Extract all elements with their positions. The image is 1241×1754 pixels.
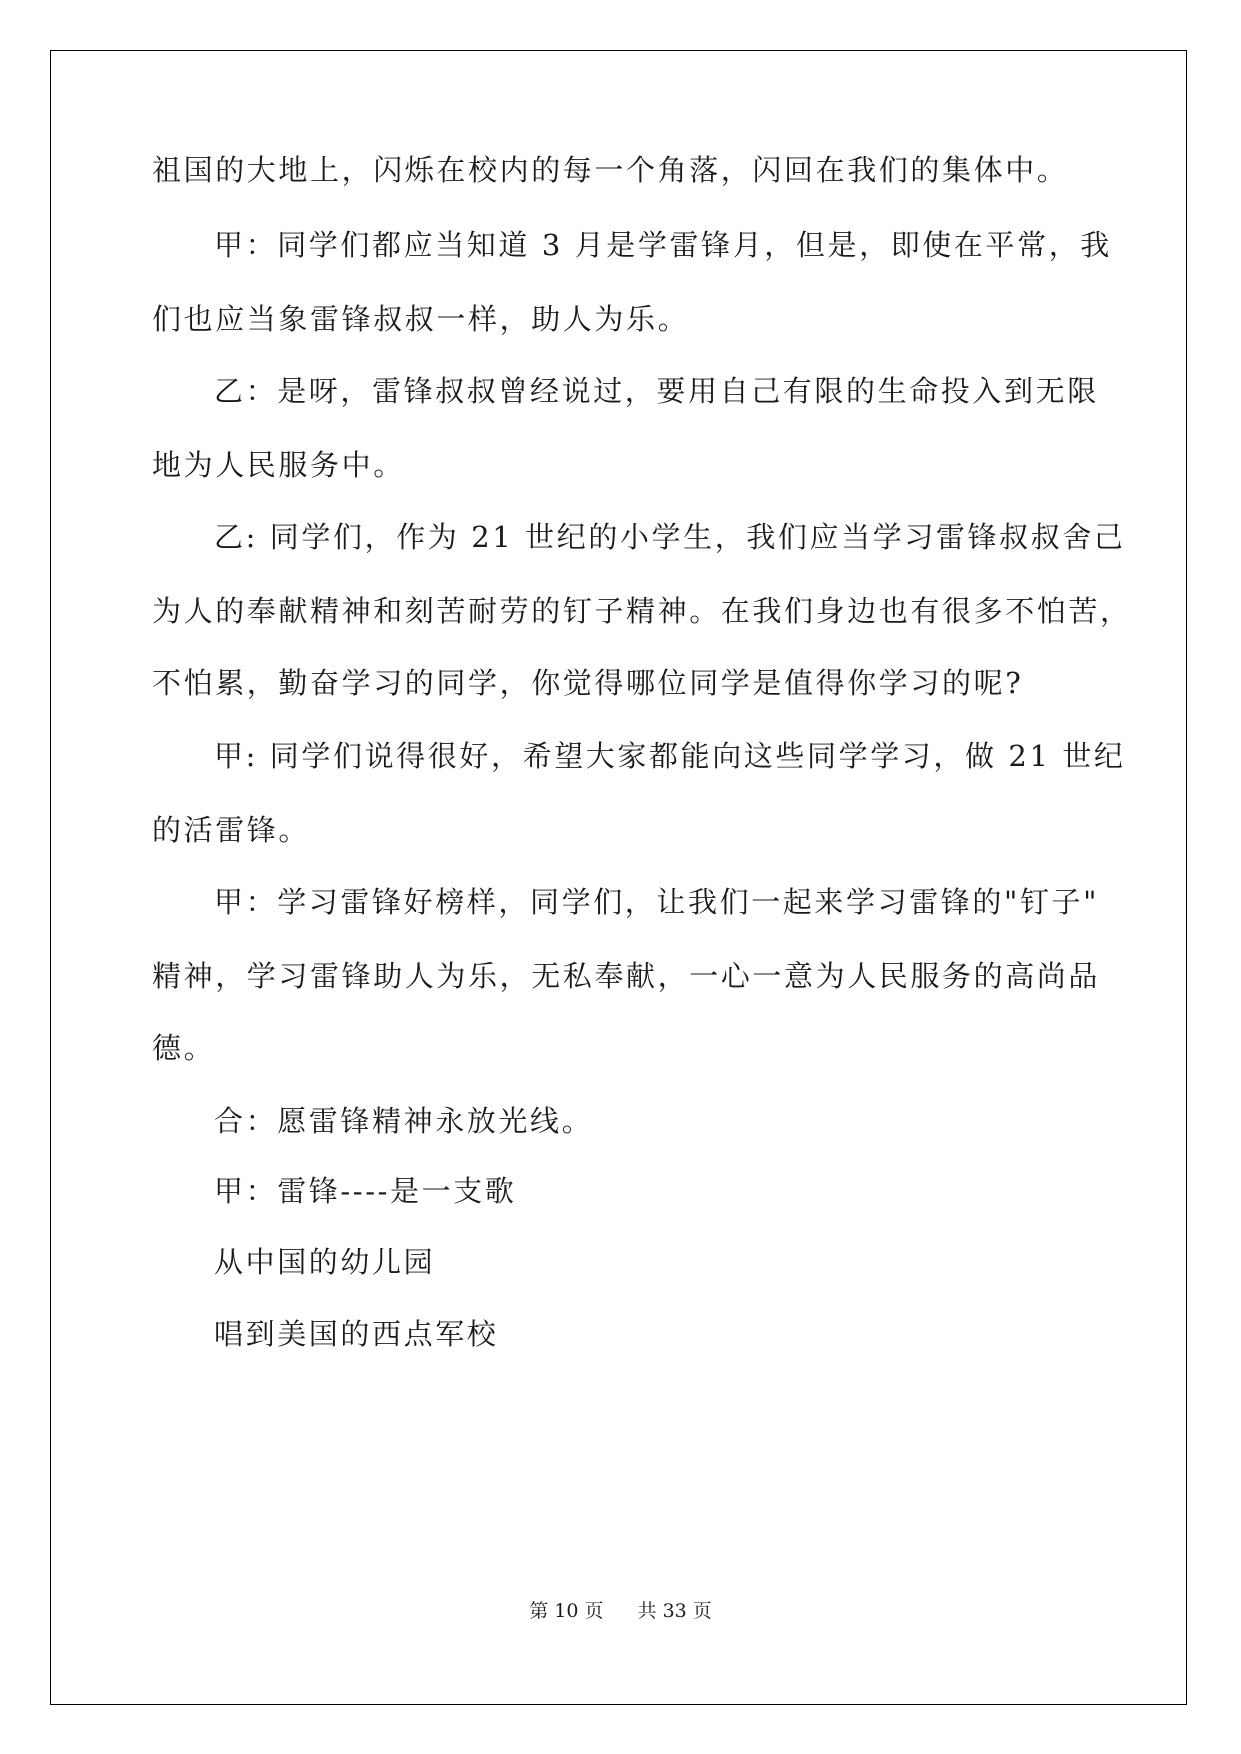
text-line: 甲：同学们都应当知道 3 月是学雷锋月，但是，即使在平常，我 — [214, 228, 1112, 262]
text-line: 从中国的幼儿园 — [214, 1245, 436, 1279]
text-line: 甲: 同学们说得很好，希望大家都能向这些同学学习，做 21 世纪 — [214, 739, 1126, 773]
page-number: 第 10 页 — [529, 1600, 604, 1622]
text-line: 唱到美国的西点军校 — [214, 1317, 499, 1351]
text-line: 甲：雷锋----是一支歌 — [214, 1174, 517, 1208]
text-line: 精神，学习雷锋助人为乐，无私奉献，一心一意为人民服务的高尚品 — [152, 959, 1101, 993]
text-line: 祖国的大地上，闪烁在校内的每一个角落，闪回在我们的集体中。 — [152, 153, 1069, 187]
page-total: 共 33 页 — [637, 1600, 712, 1622]
text-line: 德。 — [152, 1031, 216, 1065]
text-line: 的活雷锋。 — [152, 813, 311, 847]
text-line: 乙：是呀，雷锋叔叔曾经说过，要用自己有限的生命投入到无限 — [214, 374, 1099, 408]
text-line: 地为人民服务中。 — [152, 448, 405, 482]
page-footer — [0, 1598, 1241, 1624]
text-line: 不怕累，勤奋学习的同学，你觉得哪位同学是值得你学习的呢? — [152, 666, 1024, 700]
text-line: 们也应当象雷锋叔叔一样，助人为乐。 — [152, 302, 690, 336]
text-line: 乙: 同学们，作为 21 世纪的小学生，我们应当学习雷锋叔叔舍己 — [214, 520, 1126, 554]
text-line: 合：愿雷锋精神永放光线。 — [214, 1104, 594, 1138]
text-line: 甲：学习雷锋好榜样，同学们，让我们一起来学习雷锋的"钉子" — [214, 885, 1100, 919]
text-line: 为人的奉献精神和刻苦耐劳的钉子精神。在我们身边也有很多不怕苦， — [152, 594, 1132, 628]
